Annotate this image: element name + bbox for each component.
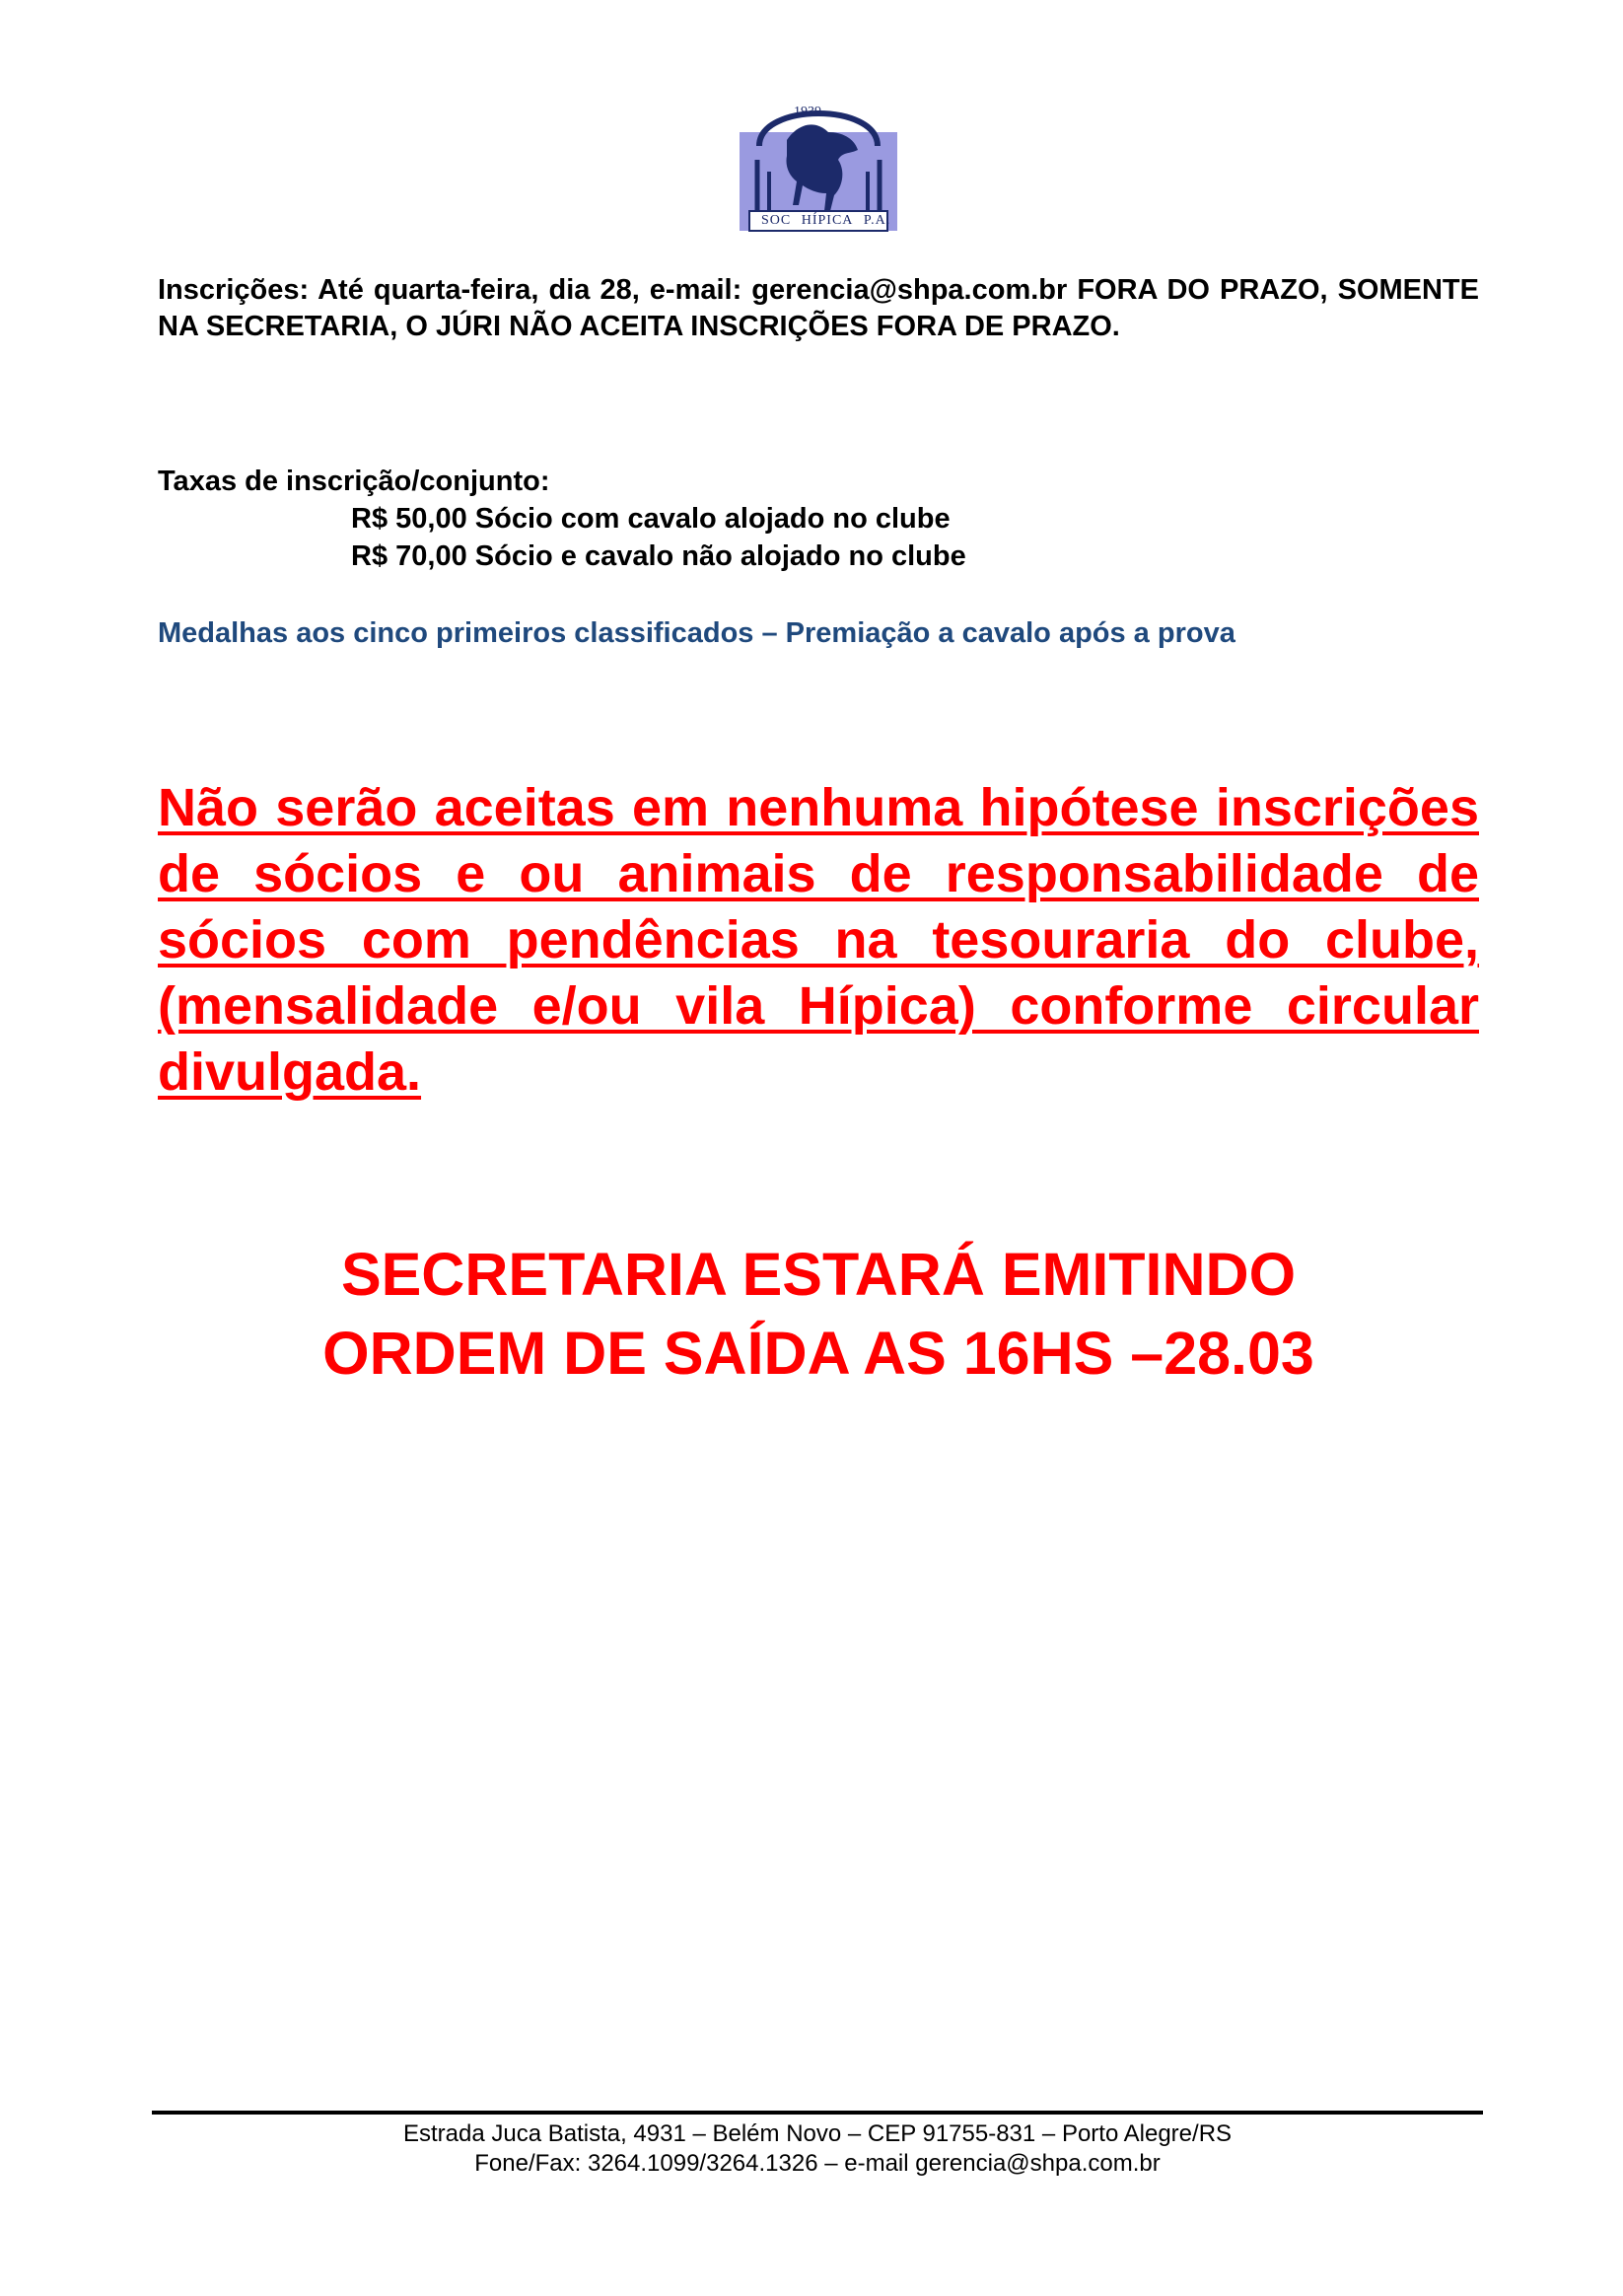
- secretaria-line: SECRETARIA ESTARÁ EMITINDO: [340, 1241, 1297, 1308]
- logo-banner: [761, 213, 896, 229]
- registration-notice: Inscrições: Até quarta-feira, dia 28, e-mail: gerencia@shpa.com.br FORA DO PRAZO, SOMENTE NA SECRETARIA, O JÚRI NÃO ACEITA INSCRIÇÕES FORA DE PRAZO.: [158, 274, 1479, 342]
- footer-divider: [152, 2111, 1483, 2115]
- pending-dues-warning: Não serão aceitas em nenhuma hipótese inscrições de sócios e ou animais de responsabilidade de sócios com pendências na tesouraria do clube, (mensalidade e/ou vila Hípica) conforme circular divulgada.: [158, 778, 1479, 1102]
- logo-banner-word: SOC: [761, 213, 792, 228]
- secretaria-line: ORDEM DE SAÍDA AS 16HS –28.03: [322, 1320, 1314, 1387]
- fee-line: R$ 50,00 Sócio com cavalo alojado no clube: [351, 503, 951, 535]
- logo-banner-word: HÍPICA: [801, 213, 854, 228]
- medals-note: Medalhas aos cinco primeiros classificados – Premiação a cavalo após a prova: [158, 617, 1235, 649]
- logo-year: 1939: [794, 105, 821, 119]
- fees-title: Taxas de inscrição/conjunto:: [158, 466, 550, 497]
- footer-address: Estrada Juca Batista, 4931 – Belém Novo – CEP 91755-831 – Porto Alegre/RS: [402, 2120, 1233, 2147]
- secretaria-announcement: [158, 1235, 1479, 1393]
- footer-contact: Fone/Fax: 3264.1099/3264.1326 – e-mail gerencia@shpa.com.br: [474, 2150, 1161, 2177]
- fee-line: R$ 70,00 Sócio e cavalo não alojado no clube: [351, 540, 966, 572]
- logo-banner-word: P.A.: [863, 213, 891, 228]
- club-logo: [740, 103, 897, 237]
